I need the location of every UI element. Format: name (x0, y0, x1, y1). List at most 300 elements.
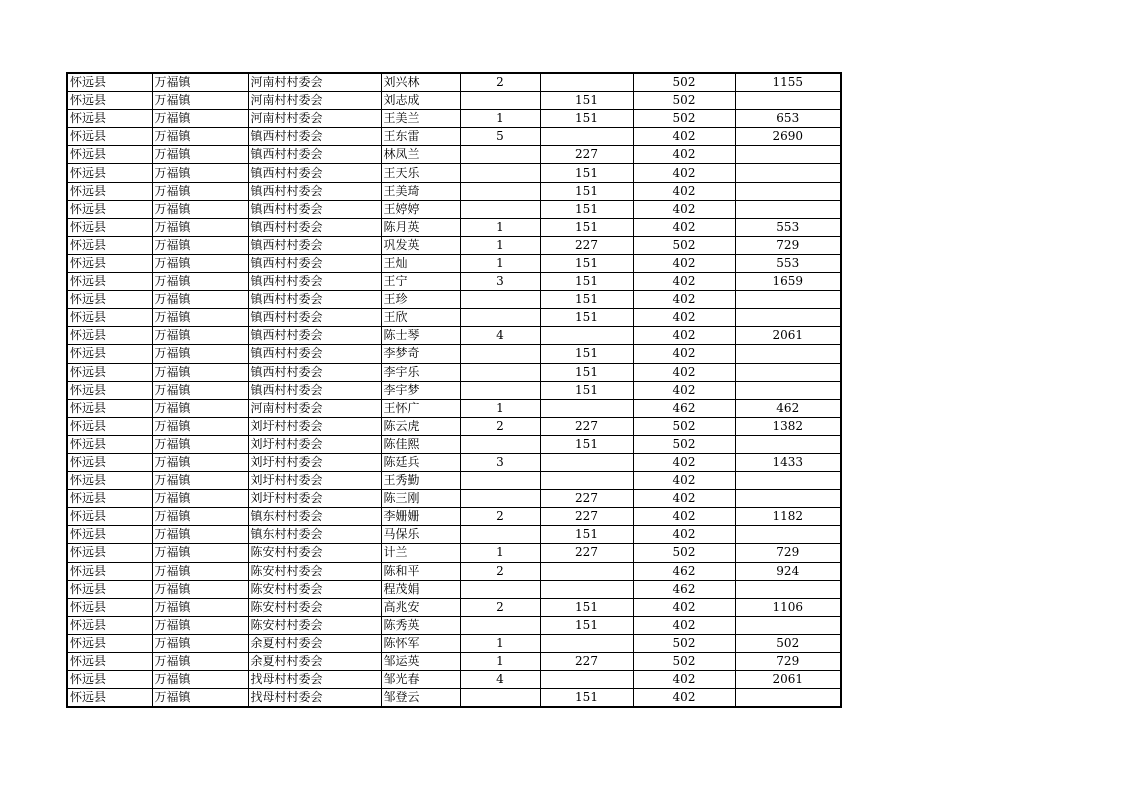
amount-b-cell: 402 (633, 671, 735, 689)
name-cell: 王东雷 (381, 128, 460, 146)
name-cell: 陈云虎 (381, 417, 460, 435)
village-committee-cell: 刘圩村村委会 (248, 472, 381, 490)
total-cell: 729 (735, 236, 841, 254)
county-cell: 怀远县 (67, 309, 152, 327)
amount-a-cell: 151 (540, 218, 633, 236)
total-cell (735, 146, 841, 164)
village-committee-cell: 陈安村村委会 (248, 562, 381, 580)
county-cell: 怀远县 (67, 671, 152, 689)
count-cell (460, 435, 540, 453)
table-row (67, 653, 841, 671)
amount-b-cell: 402 (633, 327, 735, 345)
village-committee-cell: 陈安村村委会 (248, 598, 381, 616)
amount-a-cell: 227 (540, 544, 633, 562)
table-row (67, 182, 841, 200)
total-cell: 1382 (735, 417, 841, 435)
amount-b-cell: 402 (633, 453, 735, 471)
name-cell: 王怀广 (381, 399, 460, 417)
county-cell: 怀远县 (67, 164, 152, 182)
amount-a-cell: 151 (540, 598, 633, 616)
amount-b-cell: 402 (633, 200, 735, 218)
town-cell: 万福镇 (152, 490, 248, 508)
total-cell (735, 435, 841, 453)
amount-a-cell (540, 580, 633, 598)
count-cell: 4 (460, 327, 540, 345)
county-cell: 怀远县 (67, 399, 152, 417)
table-row (67, 218, 841, 236)
amount-a-cell: 227 (540, 508, 633, 526)
name-cell: 邹登云 (381, 689, 460, 708)
town-cell: 万福镇 (152, 598, 248, 616)
town-cell: 万福镇 (152, 200, 248, 218)
village-committee-cell: 河南村村委会 (248, 399, 381, 417)
table-row (67, 453, 841, 471)
village-committee-cell: 河南村村委会 (248, 92, 381, 110)
count-cell: 1 (460, 110, 540, 128)
amount-b-cell: 402 (633, 526, 735, 544)
table-row (67, 291, 841, 309)
amount-a-cell: 151 (540, 345, 633, 363)
amount-b-cell: 402 (633, 291, 735, 309)
village-committee-cell: 镇西村村委会 (248, 182, 381, 200)
amount-b-cell: 402 (633, 508, 735, 526)
town-cell: 万福镇 (152, 526, 248, 544)
amount-b-cell: 462 (633, 399, 735, 417)
table-row (67, 254, 841, 272)
amount-a-cell: 151 (540, 526, 633, 544)
town-cell: 万福镇 (152, 146, 248, 164)
town-cell: 万福镇 (152, 634, 248, 652)
total-cell: 1182 (735, 508, 841, 526)
amount-a-cell: 151 (540, 254, 633, 272)
count-cell: 2 (460, 508, 540, 526)
total-cell: 653 (735, 110, 841, 128)
data-table (66, 72, 842, 708)
county-cell: 怀远县 (67, 291, 152, 309)
table-row (67, 381, 841, 399)
total-cell: 502 (735, 634, 841, 652)
name-cell: 王婷婷 (381, 200, 460, 218)
town-cell: 万福镇 (152, 653, 248, 671)
table-row (67, 273, 841, 291)
count-cell (460, 291, 540, 309)
name-cell: 王灿 (381, 254, 460, 272)
county-cell: 怀远县 (67, 363, 152, 381)
count-cell: 2 (460, 562, 540, 580)
table-row (67, 164, 841, 182)
town-cell: 万福镇 (152, 309, 248, 327)
county-cell: 怀远县 (67, 580, 152, 598)
count-cell (460, 689, 540, 708)
county-cell: 怀远县 (67, 653, 152, 671)
name-cell: 陈月英 (381, 218, 460, 236)
amount-b-cell: 502 (633, 236, 735, 254)
village-committee-cell: 镇西村村委会 (248, 327, 381, 345)
table-row (67, 580, 841, 598)
amount-a-cell: 227 (540, 653, 633, 671)
total-cell (735, 526, 841, 544)
county-cell: 怀远县 (67, 634, 152, 652)
amount-b-cell: 402 (633, 490, 735, 508)
village-committee-cell: 镇东村村委会 (248, 526, 381, 544)
amount-a-cell: 151 (540, 182, 633, 200)
table-row (67, 345, 841, 363)
name-cell: 邹运英 (381, 653, 460, 671)
amount-b-cell: 502 (633, 653, 735, 671)
amount-a-cell (540, 634, 633, 652)
name-cell: 王珍 (381, 291, 460, 309)
total-cell: 2690 (735, 128, 841, 146)
amount-a-cell: 227 (540, 236, 633, 254)
name-cell: 计兰 (381, 544, 460, 562)
town-cell: 万福镇 (152, 671, 248, 689)
table-row (67, 472, 841, 490)
village-committee-cell: 镇西村村委会 (248, 164, 381, 182)
county-cell: 怀远县 (67, 616, 152, 634)
count-cell (460, 490, 540, 508)
amount-b-cell: 402 (633, 616, 735, 634)
town-cell: 万福镇 (152, 218, 248, 236)
count-cell (460, 164, 540, 182)
village-committee-cell: 陈安村村委会 (248, 616, 381, 634)
count-cell: 1 (460, 544, 540, 562)
county-cell: 怀远县 (67, 417, 152, 435)
table-row (67, 309, 841, 327)
county-cell: 怀远县 (67, 236, 152, 254)
amount-b-cell: 402 (633, 254, 735, 272)
county-cell: 怀远县 (67, 490, 152, 508)
total-cell (735, 472, 841, 490)
county-cell: 怀远县 (67, 110, 152, 128)
table-body (67, 73, 841, 707)
county-cell: 怀远县 (67, 182, 152, 200)
table-row (67, 544, 841, 562)
amount-b-cell: 462 (633, 580, 735, 598)
amount-a-cell: 151 (540, 363, 633, 381)
table-row (67, 435, 841, 453)
amount-a-cell (540, 327, 633, 345)
village-committee-cell: 镇西村村委会 (248, 309, 381, 327)
name-cell: 王天乐 (381, 164, 460, 182)
count-cell (460, 200, 540, 218)
name-cell: 林凤兰 (381, 146, 460, 164)
count-cell: 1 (460, 218, 540, 236)
village-committee-cell: 余夏村村委会 (248, 653, 381, 671)
amount-a-cell: 151 (540, 200, 633, 218)
name-cell: 李梦奇 (381, 345, 460, 363)
village-committee-cell: 镇西村村委会 (248, 128, 381, 146)
total-cell (735, 490, 841, 508)
count-cell: 3 (460, 273, 540, 291)
amount-b-cell: 502 (633, 544, 735, 562)
county-cell: 怀远县 (67, 526, 152, 544)
county-cell: 怀远县 (67, 689, 152, 708)
town-cell: 万福镇 (152, 110, 248, 128)
town-cell: 万福镇 (152, 128, 248, 146)
town-cell: 万福镇 (152, 236, 248, 254)
total-cell: 553 (735, 254, 841, 272)
village-committee-cell: 刘圩村村委会 (248, 417, 381, 435)
amount-b-cell: 402 (633, 164, 735, 182)
amount-b-cell: 402 (633, 182, 735, 200)
count-cell: 2 (460, 598, 540, 616)
town-cell: 万福镇 (152, 182, 248, 200)
table-row (67, 562, 841, 580)
total-cell: 2061 (735, 671, 841, 689)
count-cell (460, 182, 540, 200)
count-cell: 1 (460, 399, 540, 417)
village-committee-cell: 河南村村委会 (248, 73, 381, 92)
town-cell: 万福镇 (152, 580, 248, 598)
name-cell: 王美兰 (381, 110, 460, 128)
amount-a-cell: 151 (540, 273, 633, 291)
county-cell: 怀远县 (67, 92, 152, 110)
count-cell (460, 616, 540, 634)
total-cell: 1106 (735, 598, 841, 616)
village-committee-cell: 镇西村村委会 (248, 254, 381, 272)
village-committee-cell: 刘圩村村委会 (248, 435, 381, 453)
count-cell: 5 (460, 128, 540, 146)
amount-b-cell: 402 (633, 598, 735, 616)
amount-a-cell (540, 399, 633, 417)
count-cell (460, 363, 540, 381)
name-cell: 巩发英 (381, 236, 460, 254)
amount-a-cell: 151 (540, 381, 633, 399)
amount-b-cell: 402 (633, 146, 735, 164)
name-cell: 马保乐 (381, 526, 460, 544)
total-cell: 729 (735, 653, 841, 671)
count-cell: 3 (460, 453, 540, 471)
name-cell: 邹光春 (381, 671, 460, 689)
town-cell: 万福镇 (152, 291, 248, 309)
name-cell: 王欣 (381, 309, 460, 327)
amount-b-cell: 402 (633, 363, 735, 381)
name-cell: 李姗姗 (381, 508, 460, 526)
amount-a-cell: 151 (540, 616, 633, 634)
total-cell: 553 (735, 218, 841, 236)
table-row (67, 73, 841, 92)
total-cell (735, 309, 841, 327)
total-cell: 924 (735, 562, 841, 580)
village-committee-cell: 镇西村村委会 (248, 381, 381, 399)
town-cell: 万福镇 (152, 508, 248, 526)
table-row (67, 417, 841, 435)
town-cell: 万福镇 (152, 472, 248, 490)
total-cell (735, 381, 841, 399)
county-cell: 怀远县 (67, 544, 152, 562)
count-cell: 2 (460, 73, 540, 92)
count-cell (460, 309, 540, 327)
total-cell (735, 200, 841, 218)
county-cell: 怀远县 (67, 128, 152, 146)
amount-b-cell: 502 (633, 92, 735, 110)
name-cell: 王美琦 (381, 182, 460, 200)
table-row (67, 92, 841, 110)
town-cell: 万福镇 (152, 417, 248, 435)
amount-b-cell: 402 (633, 472, 735, 490)
name-cell: 陈怀军 (381, 634, 460, 652)
count-cell (460, 472, 540, 490)
amount-b-cell: 502 (633, 417, 735, 435)
name-cell: 陈廷兵 (381, 453, 460, 471)
name-cell: 王宁 (381, 273, 460, 291)
village-committee-cell: 镇东村村委会 (248, 508, 381, 526)
count-cell: 1 (460, 254, 540, 272)
count-cell: 1 (460, 236, 540, 254)
amount-b-cell: 502 (633, 110, 735, 128)
town-cell: 万福镇 (152, 616, 248, 634)
amount-b-cell: 402 (633, 218, 735, 236)
name-cell: 陈士琴 (381, 327, 460, 345)
total-cell: 1659 (735, 273, 841, 291)
amount-a-cell: 227 (540, 417, 633, 435)
total-cell (735, 164, 841, 182)
table-row (67, 634, 841, 652)
name-cell: 高兆安 (381, 598, 460, 616)
amount-a-cell: 227 (540, 146, 633, 164)
total-cell (735, 580, 841, 598)
total-cell (735, 182, 841, 200)
table-row (67, 200, 841, 218)
village-committee-cell: 镇西村村委会 (248, 363, 381, 381)
county-cell: 怀远县 (67, 381, 152, 399)
amount-a-cell (540, 562, 633, 580)
amount-a-cell: 151 (540, 309, 633, 327)
amount-a-cell (540, 472, 633, 490)
county-cell: 怀远县 (67, 472, 152, 490)
county-cell: 怀远县 (67, 146, 152, 164)
village-committee-cell: 镇西村村委会 (248, 236, 381, 254)
town-cell: 万福镇 (152, 73, 248, 92)
town-cell: 万福镇 (152, 399, 248, 417)
amount-a-cell: 227 (540, 490, 633, 508)
total-cell: 462 (735, 399, 841, 417)
name-cell: 程茂娟 (381, 580, 460, 598)
town-cell: 万福镇 (152, 345, 248, 363)
total-cell (735, 92, 841, 110)
total-cell (735, 363, 841, 381)
amount-a-cell: 151 (540, 689, 633, 708)
town-cell: 万福镇 (152, 435, 248, 453)
count-cell: 2 (460, 417, 540, 435)
table-row (67, 236, 841, 254)
count-cell (460, 92, 540, 110)
amount-b-cell: 402 (633, 128, 735, 146)
town-cell: 万福镇 (152, 363, 248, 381)
village-committee-cell: 镇西村村委会 (248, 200, 381, 218)
town-cell: 万福镇 (152, 544, 248, 562)
table-row (67, 110, 841, 128)
village-committee-cell: 镇西村村委会 (248, 345, 381, 363)
count-cell (460, 526, 540, 544)
name-cell: 王秀勤 (381, 472, 460, 490)
village-committee-cell: 找母村村委会 (248, 671, 381, 689)
name-cell: 陈佳熙 (381, 435, 460, 453)
amount-b-cell: 402 (633, 273, 735, 291)
county-cell: 怀远县 (67, 508, 152, 526)
total-cell (735, 616, 841, 634)
amount-a-cell: 151 (540, 291, 633, 309)
total-cell: 2061 (735, 327, 841, 345)
amount-a-cell (540, 73, 633, 92)
count-cell (460, 580, 540, 598)
total-cell (735, 689, 841, 708)
village-committee-cell: 镇西村村委会 (248, 291, 381, 309)
count-cell: 1 (460, 653, 540, 671)
county-cell: 怀远县 (67, 218, 152, 236)
amount-b-cell: 402 (633, 689, 735, 708)
amount-b-cell: 502 (633, 634, 735, 652)
amount-b-cell: 402 (633, 345, 735, 363)
table-row (67, 327, 841, 345)
county-cell: 怀远县 (67, 200, 152, 218)
total-cell: 1433 (735, 453, 841, 471)
amount-b-cell: 402 (633, 309, 735, 327)
total-cell: 1155 (735, 73, 841, 92)
table-row (67, 526, 841, 544)
village-committee-cell: 刘圩村村委会 (248, 490, 381, 508)
county-cell: 怀远县 (67, 562, 152, 580)
amount-a-cell: 151 (540, 110, 633, 128)
name-cell: 陈秀英 (381, 616, 460, 634)
county-cell: 怀远县 (67, 254, 152, 272)
amount-a-cell: 151 (540, 435, 633, 453)
count-cell: 4 (460, 671, 540, 689)
village-committee-cell: 镇西村村委会 (248, 218, 381, 236)
table-row (67, 128, 841, 146)
town-cell: 万福镇 (152, 164, 248, 182)
total-cell (735, 345, 841, 363)
village-committee-cell: 陈安村村委会 (248, 580, 381, 598)
table-row (67, 399, 841, 417)
amount-b-cell: 462 (633, 562, 735, 580)
total-cell: 729 (735, 544, 841, 562)
table-row (67, 616, 841, 634)
town-cell: 万福镇 (152, 92, 248, 110)
village-committee-cell: 刘圩村村委会 (248, 453, 381, 471)
amount-b-cell: 402 (633, 381, 735, 399)
town-cell: 万福镇 (152, 254, 248, 272)
village-committee-cell: 找母村村委会 (248, 689, 381, 708)
town-cell: 万福镇 (152, 453, 248, 471)
amount-a-cell (540, 671, 633, 689)
count-cell (460, 146, 540, 164)
name-cell: 陈和平 (381, 562, 460, 580)
count-cell: 1 (460, 634, 540, 652)
total-cell (735, 291, 841, 309)
county-cell: 怀远县 (67, 435, 152, 453)
county-cell: 怀远县 (67, 73, 152, 92)
town-cell: 万福镇 (152, 327, 248, 345)
amount-a-cell (540, 453, 633, 471)
village-committee-cell: 陈安村村委会 (248, 544, 381, 562)
town-cell: 万福镇 (152, 689, 248, 708)
amount-a-cell: 151 (540, 164, 633, 182)
amount-b-cell: 502 (633, 73, 735, 92)
amount-b-cell: 502 (633, 435, 735, 453)
county-cell: 怀远县 (67, 598, 152, 616)
table-row (67, 146, 841, 164)
village-committee-cell: 镇西村村委会 (248, 146, 381, 164)
count-cell (460, 381, 540, 399)
village-committee-cell: 镇西村村委会 (248, 273, 381, 291)
county-cell: 怀远县 (67, 273, 152, 291)
name-cell: 李宇梦 (381, 381, 460, 399)
amount-a-cell: 151 (540, 92, 633, 110)
name-cell: 李宇乐 (381, 363, 460, 381)
table-row (67, 490, 841, 508)
amount-a-cell (540, 128, 633, 146)
